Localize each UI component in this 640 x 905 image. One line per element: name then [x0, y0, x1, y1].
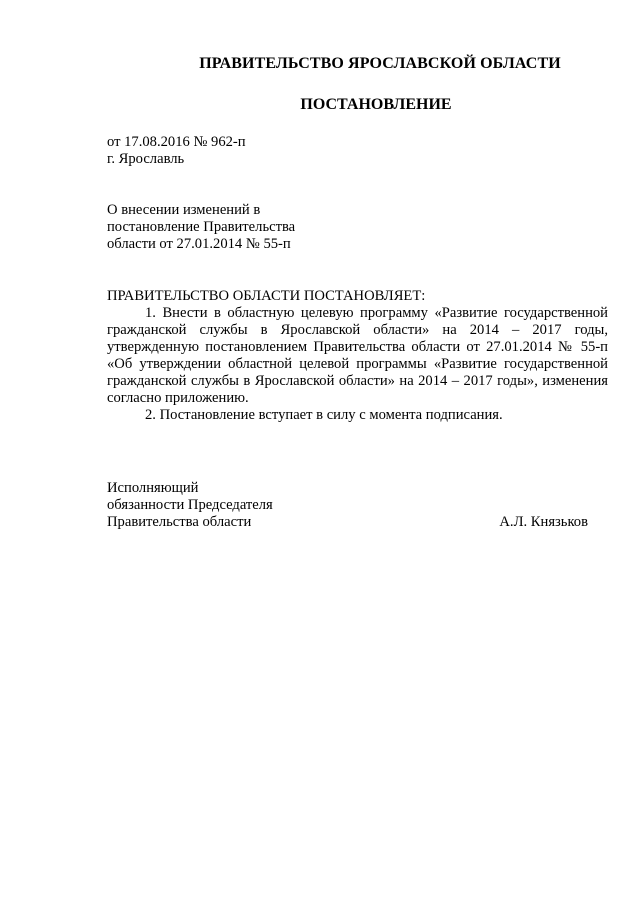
subject-line: области от 27.01.2014 № 55-п [107, 236, 291, 252]
document-subject [107, 202, 295, 253]
document-body [107, 288, 608, 424]
date-number: от 17.08.2016 № 962-п [107, 134, 246, 150]
subject-line: постановление Правительства [107, 219, 296, 235]
government-title: ПРАВИТЕЛЬСТВО ЯРОСЛАВСКОЙ ОБЛАСТИ [199, 55, 561, 72]
signature-block [107, 480, 588, 531]
signature-line [107, 497, 588, 514]
resolution-lead: ПРАВИТЕЛЬСТВО ОБЛАСТИ ПОСТАНОВЛЯЕТ: [107, 288, 426, 304]
resolution-item-1: 1. Внести в областную целевую программу «Развитие государственной гражданской службы в Ярославской области» на 2014 – 2017 годы, утвержденную постановлением Правительства области от 27.01.2014 № 55-п «Об утверждении областной целевой программы «Развитие государственной гражданской службы в Ярославской области» на 2014 – 2017 годы», изменения согласно приложению. [107, 305, 608, 406]
signatory-name: А.Л. Князьков [499, 514, 588, 530]
signatory-position-line: Правительства области [107, 514, 252, 530]
subject-line: О внесении изменений в [107, 202, 261, 218]
resolution-item-2: 2. Постановление вступает в силу с момента подписания. [145, 407, 503, 423]
document-type-title: ПОСТАНОВЛЕНИЕ [300, 96, 452, 113]
signatory-position-line: Исполняющий [107, 480, 199, 496]
signatory-position-line: обязанности Председателя [107, 497, 273, 513]
signature-line [107, 480, 588, 497]
document-meta [107, 134, 246, 168]
city: г. Ярославль [107, 151, 185, 167]
signature-line [107, 514, 588, 531]
